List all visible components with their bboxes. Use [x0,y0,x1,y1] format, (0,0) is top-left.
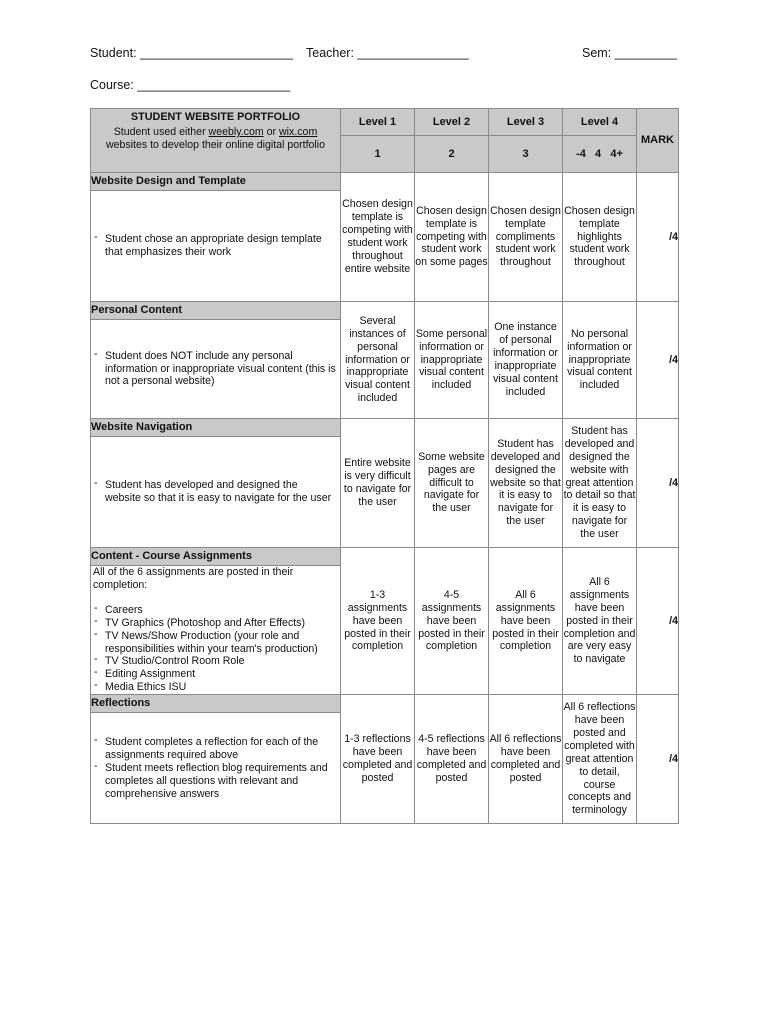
criterion-item: - Student completes a reflection for each of the assignments required above [105,736,336,762]
criteria-cell [91,713,341,824]
mark-cell: /4 [637,695,679,824]
level-3-descriptor: All 6 reflections have been completed and posted [489,695,563,824]
level-1-value: 1 [341,136,415,173]
course-field: Course: ______________________ [90,78,291,92]
level-3-value: 3 [489,136,563,173]
criteria-cell [91,320,341,419]
section-title: Reflections [91,695,341,713]
level-4-descriptor: No personal information or inappropriate visual content included [563,302,637,419]
level-1-descriptor: Entire website is very difficult to navigate for the user [341,419,415,548]
level-1-descriptor: Several instances of personal information or inappropriate visual content included [341,302,415,419]
criterion-item: - TV Studio/Control Room Role [105,655,336,668]
criteria-cell [91,191,341,302]
section-title: Website Navigation [91,419,341,437]
student-field: Student: ______________________ [90,46,293,60]
subtitle-text: Student used either [113,125,209,138]
criterion-item: - Editing Assignment [105,668,336,681]
level-2-descriptor: 4-5 assignments have been posted in their completion [415,548,489,695]
level-2-descriptor: Some personal information or inappropriate visual content included [415,302,489,419]
level-4-descriptor: Student has developed and designed the website with great attention to detail so that it is easy to navigate for the user [563,419,637,548]
criteria-cell [91,437,341,548]
section-title: Content - Course Assignments [91,548,341,566]
level-4-descriptor: All 6 assignments have been posted in their completion and are very easy to navigate [563,548,637,695]
mark-header: MARK [637,109,679,173]
criteria-cell [91,566,341,695]
rubric-subtitle [91,124,340,152]
section-title: Personal Content [91,302,341,320]
level-1-descriptor: Chosen design template is competing with student work throughout entire website [341,173,415,302]
section-title: Website Design and Template [91,173,341,191]
weebly-link[interactable]: weebly.com [208,125,264,138]
level-2-descriptor: 4-5 reflections have been completed and posted [415,695,489,824]
level-4-descriptor: All 6 reflections have been posted and completed with great attention to detail, course concepts and terminology [563,695,637,824]
teacher-field: Teacher: ________________ [306,46,469,60]
level-2-header: Level 2 [415,109,489,136]
criterion-item: - TV Graphics (Photoshop and After Effects) [105,617,336,630]
level-3-header: Level 3 [489,109,563,136]
criterion-item: - Student has developed and designed the website so that it is easy to navigate for the user [105,479,336,505]
criterion-item: - TV News/Show Production (your role and responsibilities within your team's production) [105,630,336,656]
wix-link[interactable]: wix.com [279,125,318,138]
level-1-descriptor: 1-3 reflections have been completed and posted [341,695,415,824]
rubric-table [90,108,679,824]
level-4-descriptor: Chosen design template highlights student work throughout [563,173,637,302]
criterion-item: - Student meets reflection blog requirements and completes all questions with relevant and comprehensive answers [105,762,336,801]
level-2-descriptor: Chosen design template is competing with student work on some pages [415,173,489,302]
subtitle-or: or [263,125,280,138]
level-2-value: 2 [415,136,489,173]
level-4-header: Level 4 [563,109,637,136]
level-1-descriptor: 1-3 assignments have been posted in their completion [341,548,415,695]
level-4-value: -4 4 4+ [563,136,637,173]
rubric-title: STUDENT WEBSITE PORTFOLIO [130,111,301,123]
criterion-item: - Student chose an appropriate design template that emphasizes their work [105,233,336,259]
level-3-descriptor: Student has developed and designed the website so that it is easy to navigate for the user [489,419,563,548]
subtitle-text-2: websites to develop their online digital portfolio [105,138,326,151]
criterion-item: - Media Ethics ISU [105,681,336,694]
mark-cell: /4 [637,419,679,548]
criterion-item: - Student does NOT include any personal information or inappropriate visual content (this is not a personal website) [105,350,336,389]
rubric-title-cell [91,109,341,173]
sem-field: Sem: _________ [582,46,678,60]
criterion-item: - Careers [105,604,336,617]
level-1-header: Level 1 [341,109,415,136]
level-3-descriptor: One instance of personal information or inappropriate visual content included [489,302,563,419]
mark-cell: /4 [637,173,679,302]
level-3-descriptor: Chosen design template compliments student work throughout [489,173,563,302]
level-2-descriptor: Some website pages are difficult to navigate for the user [415,419,489,548]
mark-cell: /4 [637,302,679,419]
section-intro: All of the 6 assignments are posted in their completion: [93,566,294,591]
level-3-descriptor: All 6 assignments have been posted in their completion [489,548,563,695]
mark-cell: /4 [637,548,679,695]
